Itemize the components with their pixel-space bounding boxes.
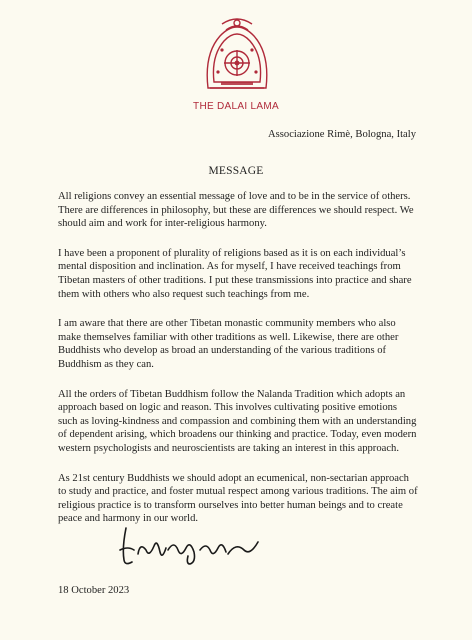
paragraph-1: All religions convey an essential message of love and to be in the service of others. There are differences in philosophy, but these are differences we should respect. We should aim and work for inter-religious harmony. — [58, 191, 414, 230]
letter-date: 18 October 2023 — [58, 585, 130, 596]
paragraph-5: As 21st century Buddhists we should adopt an ecumenical, non-sectarian approach to study and practice, and foster mutual respect among various traditions. The aim of religious practice is to transform ourselves into better human beings and to create peace and harmony in our world. — [58, 472, 418, 525]
letterhead-name: THE DALAI LAMA — [193, 101, 279, 112]
handwritten-signature-icon — [116, 520, 268, 570]
message-heading: MESSAGE — [208, 165, 264, 177]
paragraph-2: I have been a proponent of plurality of religions based as it is on each individual’s mental disposition and inclination. As for myself, I have received teachings from Tibetan masters of other traditions. I put these transmissions into practice and share them with others who also request such teachings from me. — [58, 247, 412, 300]
message-body — [58, 190, 418, 542]
paragraph-3: I am aware that there are other Tibetan monastic community members who also make themselves familiar with other traditions as well. Likewise, there are other Buddhists who develop as broad an understanding of the various traditions of Buddhism as they can. — [58, 318, 399, 370]
recipient-line: Associazione Rimè, Bologna, Italy — [268, 129, 416, 140]
dalai-lama-seal-icon — [200, 14, 274, 96]
paragraph-4: All the orders of Tibetan Buddhism follow the Nalanda Tradition which adopts an approach based on logic and reason. This involves cultivating positive emotions such as loving-kindness and compassion and combining them with an understanding of dependent arising, which broadens our thinking and practice. Today, even modern western psychologists and neuroscientists are taking an interest in this approach. — [58, 388, 417, 454]
